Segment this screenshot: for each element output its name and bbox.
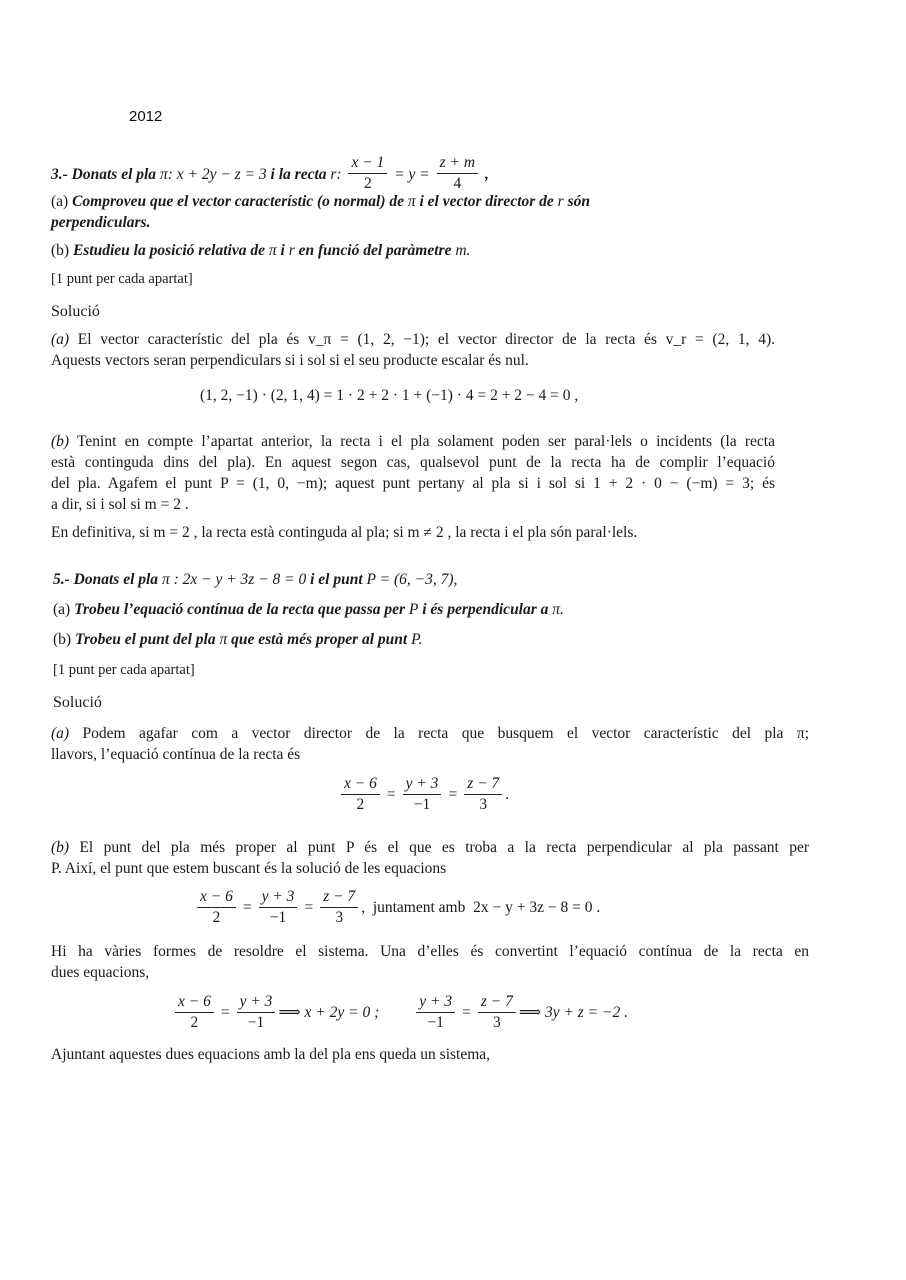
system-text-line-2: dues equacions, xyxy=(51,964,150,981)
connector-text: i la recta xyxy=(270,166,327,184)
fraction: $\frac{x - 1}{2}$ xyxy=(348,154,387,193)
line-label: r: xyxy=(330,166,342,184)
solution-b-line-4: a dir, si i sol si m = 2 . xyxy=(51,496,189,513)
plane-equation: π : 2x − y + 3z − 8 = 0 xyxy=(161,571,307,588)
solution-a-line-2: llavors, l’equació contínua de la recta és xyxy=(51,746,301,763)
part-b-question: (b) Trobeu el punt del pla π que està més proper al punt P. xyxy=(53,631,423,648)
fraction: $\frac{x - 6}{2}$ xyxy=(197,888,236,927)
fraction: $\frac{y + 3}{-1}$ xyxy=(416,993,455,1032)
problem-5-title: 5.- Donats el pla xyxy=(53,571,159,588)
solution-a-line-1: (a) Podem agafar com a vector director de la recta que busquem el vector característic del pla π; xyxy=(51,725,809,742)
part-a-question: (a) Trobeu l’equació contínua de la recta que passa per P i és perpendicular a π. xyxy=(53,601,564,618)
derived-equations: $\frac{x - 6}{2}$ = $\frac{y + 3}{-1}$ ⟹ x + 2y = 0 ; $\frac{y + 3}{-1}$ = $\frac{z - 7}{3}$ ⟹ 3y + z = −2 . xyxy=(172,993,628,1032)
fraction: $\frac{z - 7}{3}$ xyxy=(478,993,516,1032)
fraction: $\frac{y + 3}{-1}$ xyxy=(403,775,442,814)
final-line: Ajuntant aquestes dues equacions amb la del pla ens queda un sistema, xyxy=(51,1046,491,1063)
solution-b-line-1: (b) El punt del pla més proper al punt P és el que es troba a la recta perpendicular al pla passant per xyxy=(51,839,810,856)
solution-b-line-3: del pla. Agafem el punt P = (1, 0, −m); aquest punt pertany al pla si i sol si 1 + 2 · 0 − (−m) = 3; és xyxy=(51,475,775,492)
points-note: [1 punt per cada apartat] xyxy=(51,271,193,287)
continuous-equation: $\frac{x - 6}{2}$ = $\frac{y + 3}{-1}$ = $\frac{z - 7}{3}$ . xyxy=(338,775,509,814)
solution-b-line-2: P. Així, el punt que estem buscant és la solució de les equacions xyxy=(51,860,447,877)
solution-b-line-2: està continguda dins del pla). En aquest segon cas, qualsevol punt de la recta ha de complir l’equació xyxy=(51,454,775,471)
fraction: $\frac{z - 7}{3}$ xyxy=(320,888,358,927)
point-definition: P = (6, −3, 7), xyxy=(366,571,458,588)
problem-5-statement: 5.- Donats el pla π : 2x − y + 3z − 8 = 0 i el punt P = (6, −3, 7), xyxy=(53,571,458,588)
fraction: $\frac{y + 3}{-1}$ xyxy=(237,993,276,1032)
solution-a-line-1: (a) El vector característic del pla és v_π = (1, 2, −1); el vector director de la recta és v_r = (2, 1, 4). xyxy=(51,331,775,348)
system-equation: $\frac{x - 6}{2}$ = $\frac{y + 3}{-1}$ = $\frac{z - 7}{3}$ , juntament amb 2x − y + 3z − 8 = 0 . xyxy=(194,888,600,927)
problem-3-statement: 3.- Donats el pla π: x + 2y − z = 3 i la recta r: $\frac{x - 1}{2}$ = y = $\frac{z + m}{4}$ , xyxy=(51,154,489,192)
conclusion: En definitiva, si m = 2 , la recta està continguda al pla; si m ≠ 2 , la recta i el pla són paral·lels. xyxy=(51,524,638,541)
system-text-line-1: Hi ha vàries formes de resoldre el sistema. Una d’elles és convertint l’equació contínua de la recta en xyxy=(51,943,809,960)
fraction: $\frac{x - 6}{2}$ xyxy=(175,993,214,1032)
problem-3-title: 3.- Donats el pla xyxy=(51,166,157,184)
equation-middle: = y = xyxy=(394,166,430,184)
fraction: $\frac{z + m}{4}$ xyxy=(437,154,478,193)
solution-b-line-1: (b) Tenint en compte l’apartat anterior, la recta i el pla solament poden ser paral·lels o incidents (la recta xyxy=(51,433,775,450)
plane-equation: π: x + 2y − z = 3 xyxy=(159,166,267,184)
solution-heading: Solució xyxy=(51,303,100,320)
fraction: $\frac{y + 3}{-1}$ xyxy=(259,888,298,927)
solution-heading: Solució xyxy=(53,694,102,711)
solution-a-line-2: Aquests vectors seran perpendiculars si i sol si el seu producte escalar és nul. xyxy=(51,352,529,369)
part-a-question-cont: perpendiculars. xyxy=(51,214,151,231)
year-header: 2012 xyxy=(129,108,163,125)
fraction: $\frac{z - 7}{3}$ xyxy=(464,775,502,814)
part-a-question: (a) Comproveu que el vector característic (o normal) de π i el vector director de r són xyxy=(51,193,590,210)
points-note: [1 punt per cada apartat] xyxy=(53,662,195,678)
fraction: $\frac{x - 6}{2}$ xyxy=(341,775,380,814)
dot-product-equation: (1, 2, −1) · (2, 1, 4) = 1 · 2 + 2 · 1 + (−1) · 4 = 2 + 2 − 4 = 0 , xyxy=(200,387,579,404)
part-b-question: (b) Estudieu la posició relativa de π i r en funció del paràmetre m. xyxy=(51,242,471,259)
